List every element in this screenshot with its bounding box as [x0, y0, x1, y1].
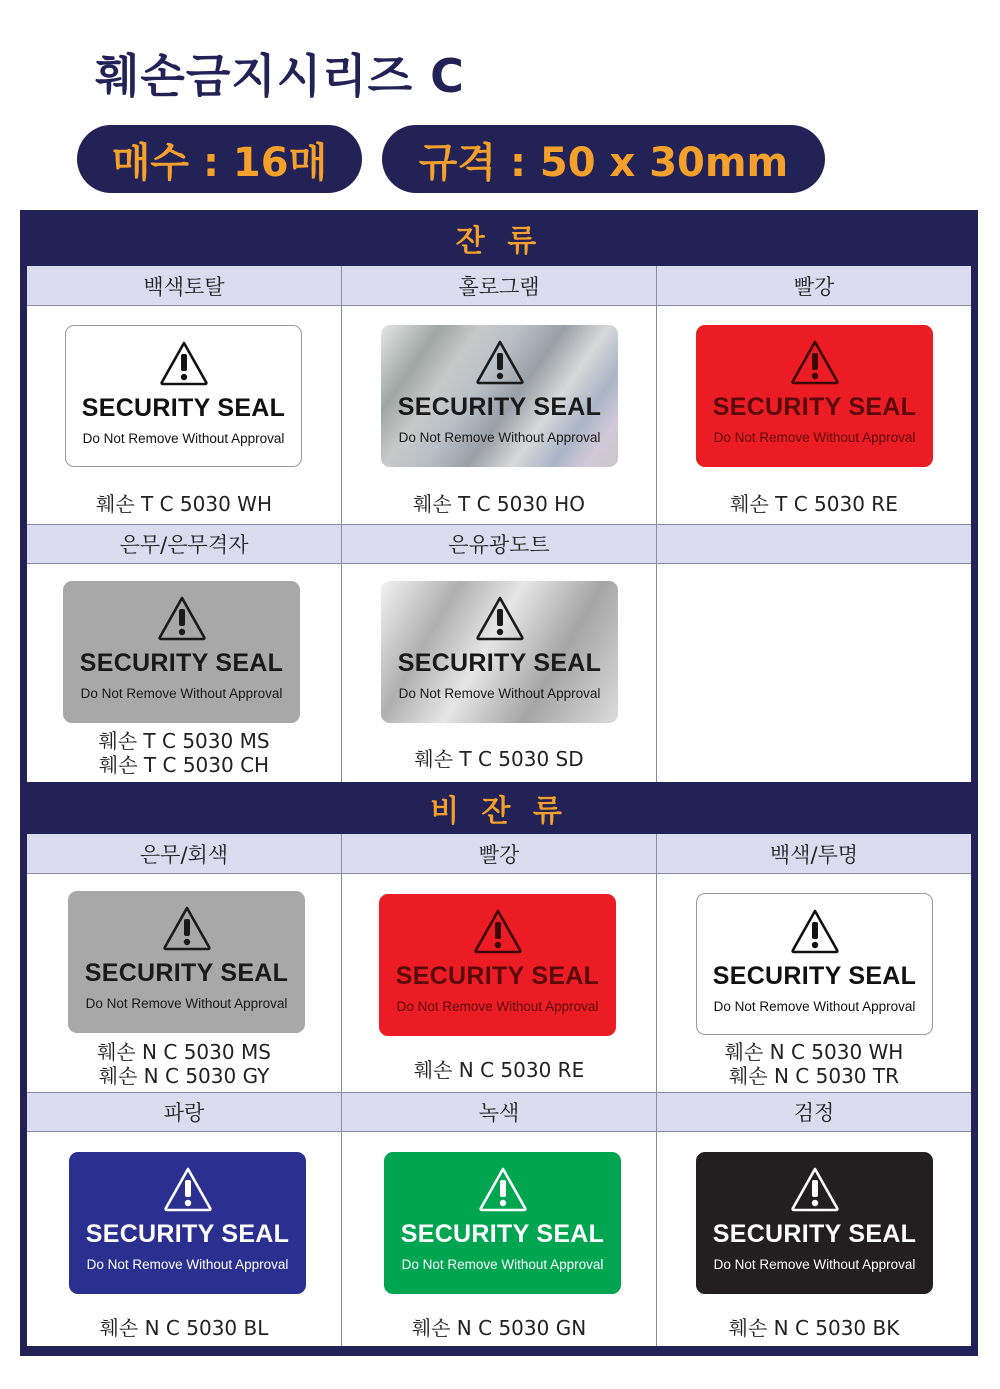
product-code: 훼손 N C 5030 MS 훼손 N C 5030 GY: [97, 1040, 271, 1088]
header-row: [27, 1092, 971, 1132]
seal-title: SECURITY SEAL: [79, 649, 284, 677]
seal-sample-gray: [68, 891, 305, 1033]
product-row: [27, 874, 971, 1092]
product-row: [27, 1132, 971, 1346]
seal-subtitle: Do Not Remove Without Approval: [82, 431, 285, 446]
residue-grid: [27, 266, 971, 782]
product-code: 훼손 N C 5030 RE: [413, 1058, 585, 1082]
product-cell: [342, 306, 657, 524]
warning-icon: [475, 595, 525, 641]
seal-subtitle: Do Not Remove Without Approval: [80, 686, 283, 701]
count-badge: 매수 : 16매: [77, 125, 362, 193]
header-cell: 홀로그램: [342, 266, 657, 305]
seal-subtitle: Do Not Remove Without Approval: [713, 1257, 916, 1272]
warning-icon: [475, 339, 525, 385]
seal-subtitle: Do Not Remove Without Approval: [398, 430, 601, 445]
seal-sample-blue: [69, 1152, 306, 1294]
seal-sample-hologram: [381, 325, 618, 467]
seal-subtitle: Do Not Remove Without Approval: [401, 1257, 604, 1272]
seal-title: SECURITY SEAL: [712, 393, 917, 421]
seal-title: SECURITY SEAL: [712, 1220, 917, 1248]
header-cell: 빨강: [793, 274, 835, 299]
product-cell: [657, 874, 971, 1092]
seal-sample-black: [696, 1152, 933, 1294]
header-cell: 은유광도트: [342, 525, 657, 563]
seal-title: SECURITY SEAL: [84, 959, 289, 987]
seal-sample-green: [384, 1152, 621, 1294]
seal-title: SECURITY SEAL: [400, 1220, 605, 1248]
product-code: 훼손 T C 5030 RE: [730, 492, 898, 516]
seal-title: SECURITY SEAL: [397, 649, 602, 677]
product-cell: [27, 1132, 342, 1346]
seal-sample-white: [65, 325, 302, 467]
seal-sample-red: [696, 325, 933, 467]
warning-icon: [790, 339, 840, 385]
seal-title: SECURITY SEAL: [395, 962, 600, 990]
non-residue-grid: [27, 834, 971, 1346]
warning-icon: [157, 595, 207, 641]
header-row: [27, 266, 971, 306]
seal-subtitle: Do Not Remove Without Approval: [713, 999, 916, 1014]
seal-sample-silver-matte: [63, 581, 300, 723]
seal-sample-silver-dot: [381, 581, 618, 723]
seal-title: SECURITY SEAL: [712, 962, 917, 990]
seal-subtitle: Do Not Remove Without Approval: [713, 430, 916, 445]
seal-subtitle: Do Not Remove Without Approval: [86, 1257, 289, 1272]
product-cell: [342, 1132, 657, 1346]
warning-icon: [162, 905, 212, 951]
product-code: 훼손 T C 5030 MS 훼손 T C 5030 CH: [98, 729, 270, 777]
product-cell: [27, 564, 342, 782]
seal-subtitle: Do Not Remove Without Approval: [396, 999, 599, 1014]
product-code: 훼손 T C 5030 HO: [413, 492, 585, 516]
product-cell: [657, 1132, 971, 1346]
header-cell: 검정: [793, 1101, 835, 1125]
product-table: [20, 210, 978, 1356]
warning-icon: [163, 1166, 213, 1212]
page-title: 훼손금지시리즈 C: [95, 49, 465, 103]
warning-icon: [159, 340, 209, 386]
product-code: 훼손 T C 5030 WH: [96, 492, 272, 516]
product-cell: [27, 874, 342, 1092]
product-code: 훼손 N C 5030 WH 훼손 N C 5030 TR: [724, 1040, 904, 1088]
warning-icon: [790, 1166, 840, 1212]
seal-sample-white-clear: [696, 893, 933, 1035]
seal-subtitle: Do Not Remove Without Approval: [398, 686, 601, 701]
product-cell: [342, 874, 657, 1092]
header-cell: [657, 525, 971, 563]
product-row: [27, 564, 971, 782]
warning-icon: [790, 908, 840, 954]
header-cell: 녹색: [342, 1093, 657, 1131]
seal-title: SECURITY SEAL: [397, 393, 602, 421]
product-code: 훼손 N C 5030 BL: [99, 1316, 269, 1340]
header-cell: 파랑: [27, 1093, 342, 1131]
header-cell: 백색토탈: [27, 266, 342, 305]
header-cell: 은무/은무격자: [27, 525, 342, 563]
warning-icon: [473, 908, 523, 954]
seal-title: SECURITY SEAL: [85, 1220, 290, 1248]
empty-cell: [657, 564, 971, 782]
product-cell: [27, 306, 342, 524]
header-cell: 백색/투명: [769, 842, 859, 867]
size-badge: 규격 : 50 x 30mm: [382, 125, 825, 193]
product-cell: [342, 564, 657, 782]
seal-title: SECURITY SEAL: [81, 394, 286, 422]
product-code: 훼손 T C 5030 SD: [414, 747, 584, 771]
seal-subtitle: Do Not Remove Without Approval: [85, 996, 288, 1011]
product-row: [27, 306, 971, 524]
header-cell: 빨강: [342, 834, 657, 873]
seal-sample-red: [379, 894, 616, 1036]
product-code: 훼손 N C 5030 BK: [728, 1316, 900, 1340]
header-row: [27, 834, 971, 874]
section-header-non-residue: 비 잔 류: [430, 794, 568, 829]
product-cell: [657, 306, 971, 524]
header-cell: 은무/회색: [27, 834, 342, 873]
header-row: [27, 524, 971, 564]
product-code: 훼손 N C 5030 GN: [411, 1316, 587, 1340]
warning-icon: [478, 1166, 528, 1212]
section-header-residue: 잔 류: [455, 224, 543, 259]
